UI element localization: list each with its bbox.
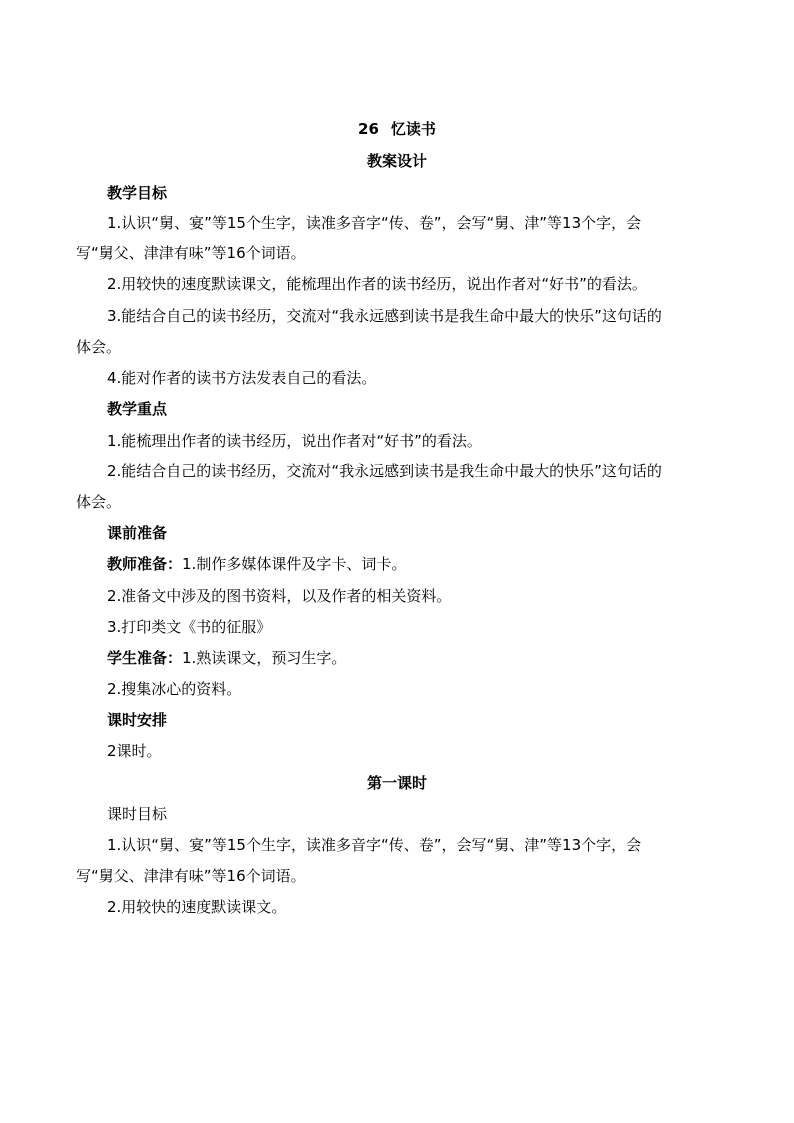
goal-item-1: 1.认识“舅、宴”等15个生字，读准多音字“传、卷”，会写“舅、津”等13个字，会 [107,214,642,232]
teacher-prep-item-1 [107,554,406,574]
lesson-1-goal-item-2: 2.用较快的速度默读课文。 [107,898,287,916]
section-heading-key: 教学重点 [107,400,168,418]
student-prep-label: 学生准备： [107,649,183,667]
teacher-prep-item-2: 2.准备文中涉及的图书资料，以及作者的相关资料。 [107,587,452,605]
student-prep-text-1: 1.熟读课文，预习生字。 [182,649,347,667]
document-subtitle: 教案设计 [366,152,427,170]
lesson-number: 26 [358,120,379,138]
section-heading-schedule: 课时安排 [107,711,168,729]
section-heading-prep: 课前准备 [107,524,168,542]
goal-item-4: 4.能对作者的读书方法发表自己的看法。 [107,369,377,387]
lesson-1-goal-item-1-cont: 写“舅父、津津有味”等16个词语。 [76,867,306,885]
teacher-prep-label: 教师准备： [107,555,183,573]
goal-item-3-cont: 体会。 [76,338,122,356]
student-prep-item-2: 2.搜集冰心的资料。 [107,680,242,698]
key-item-2: 2.能结合自己的读书经历，交流对“我永远感到读书是我生命中最大的快乐”这句话的 [107,462,662,480]
teacher-prep-text-1: 1.制作多媒体课件及字卡、词卡。 [182,555,407,573]
section-heading-goals: 教学目标 [107,184,168,202]
lesson-1-heading: 第一课时 [366,774,427,792]
key-item-1: 1.能梳理出作者的读书经历，说出作者对“好书”的看法。 [107,432,482,450]
lesson-1-goals-heading: 课时目标 [107,805,168,823]
goal-item-2: 2.用较快的速度默读课文，能梳理出作者的读书经历，说出作者对“好书”的看法。 [107,275,647,293]
student-prep-item-1 [107,648,346,668]
teacher-prep-item-3: 3.打印类文《书的征服》 [107,618,272,636]
lesson-title-text: 忆读书 [390,120,436,138]
key-item-2-cont: 体会。 [76,493,122,511]
schedule-value: 2课时。 [107,742,162,760]
lesson-title [0,119,794,139]
lesson-1-goal-item-1: 1.认识“舅、宴”等15个生字，读准多音字“传、卷”，会写“舅、津”等13个字，会 [107,836,642,854]
goal-item-3: 3.能结合自己的读书经历，交流对“我永远感到读书是我生命中最大的快乐”这句话的 [107,307,662,325]
goal-item-1-cont: 写“舅父、津津有味”等16个词语。 [76,244,306,262]
